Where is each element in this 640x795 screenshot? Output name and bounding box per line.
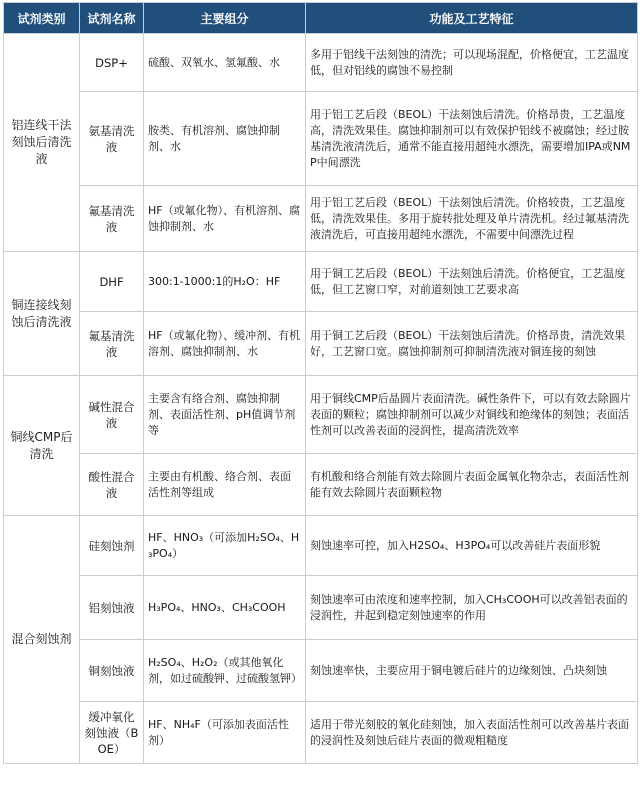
table-row	[4, 702, 638, 764]
category-cell: 铜线CMP后清洗	[4, 376, 80, 516]
reagent-components: 主要由有机酸、络合剂、表面活性剂等组成	[144, 454, 306, 516]
reagent-function: 用于铝工艺后段（BEOL）干法刻蚀后清洗。价格较贵，工艺温度低，清洗效果佳。多用于旋转批处理及单片清洗机。经过氟基清洗液清洗后，可直接用超纯水漂洗，不需要中间漂洗过程	[306, 186, 638, 252]
reagent-components: H₃PO₄、HNO₃、CH₃COOH	[144, 576, 306, 640]
table-header-row	[4, 3, 638, 34]
header-name: 试剂名称	[80, 3, 144, 34]
reagent-table	[3, 2, 638, 764]
table-row	[4, 34, 638, 92]
header-category: 试剂类别	[4, 3, 80, 34]
table-row	[4, 576, 638, 640]
reagent-name: 氟基清洗液	[80, 312, 144, 376]
reagent-function: 适用于带光刻胶的氧化硅刻蚀，加入表面活性剂可以改善基片表面的浸润性及刻蚀后硅片表面的微观粗糙度	[306, 702, 638, 764]
table-row	[4, 252, 638, 312]
reagent-name: 铝刻蚀液	[80, 576, 144, 640]
reagent-function: 有机酸和络合剂能有效去除圆片表面金属氧化物杂志，表面活性剂能有效去除圆片表面颗粒物	[306, 454, 638, 516]
table-row	[4, 92, 638, 186]
reagent-function: 用于铜工艺后段（BEOL）干法刻蚀后清洗。价格昂贵，清洗效果好，工艺窗口宽。腐蚀抑制剂可抑制清洗液对铜连接的刻蚀	[306, 312, 638, 376]
reagent-function: 刻蚀速率快，主要应用于铜电镀后硅片的边缘刻蚀、凸块刻蚀	[306, 640, 638, 702]
reagent-function: 用于铝工艺后段（BEOL）干法刻蚀后清洗。价格昂贵，工艺温度高，清洗效果佳。腐蚀抑制剂可以有效保护铝线不被腐蚀；经过胺基清洗液清洗后，通常不能直接用超纯水漂洗，需要增加IPA或NMP中间漂洗	[306, 92, 638, 186]
reagent-components: HF、NH₄F（可添加表面活性剂）	[144, 702, 306, 764]
reagent-name: 铜刻蚀液	[80, 640, 144, 702]
reagent-function: 刻蚀速率可由浓度和速率控制，加入CH₃COOH可以改善铝表面的浸润性，并起到稳定刻蚀速率的作用	[306, 576, 638, 640]
category-cell: 铝连线干法刻蚀后清洗液	[4, 34, 80, 252]
reagent-components: 胺类、有机溶剂、腐蚀抑制剂、水	[144, 92, 306, 186]
reagent-components: 主要含有络合剂、腐蚀抑制剂、表面活性剂、pH值调节剂等	[144, 376, 306, 454]
category-cell: 铜连接线刻蚀后清洗液	[4, 252, 80, 376]
reagent-name: DHF	[80, 252, 144, 312]
reagent-name: 氨基清洗液	[80, 92, 144, 186]
category-cell: 混合刻蚀剂	[4, 516, 80, 764]
reagent-name: DSP+	[80, 34, 144, 92]
reagent-name: 缓冲氧化刻蚀液（BOE）	[80, 702, 144, 764]
table-row	[4, 640, 638, 702]
reagent-components: HF（或氟化物）、缓冲剂、有机溶剂、腐蚀抑制剂、水	[144, 312, 306, 376]
reagent-name: 硅刻蚀剂	[80, 516, 144, 576]
reagent-components: H₂SO₄、H₂O₂（或其他氧化剂，如过硫酸钾、过硫酸氢钾）	[144, 640, 306, 702]
table-row	[4, 312, 638, 376]
reagent-function: 用于铜工艺后段（BEOL）干法刻蚀后清洗。价格便宜，工艺温度低，但工艺窗口窄，对前道刻蚀工艺要求高	[306, 252, 638, 312]
reagent-components: 300:1-1000:1的H₂O：HF	[144, 252, 306, 312]
reagent-name: 酸性混合液	[80, 454, 144, 516]
header-function: 功能及工艺特征	[306, 3, 638, 34]
table-row	[4, 186, 638, 252]
table-row	[4, 376, 638, 454]
reagent-function: 刻蚀速率可控，加入H2SO₄、H3PO₄可以改善硅片表面形貌	[306, 516, 638, 576]
reagent-table-container	[3, 2, 637, 764]
reagent-components: HF、HNO₃（可添加H₂SO₄、H₃PO₄）	[144, 516, 306, 576]
reagent-components: 硫酸、双氧水、氢氟酸、水	[144, 34, 306, 92]
reagent-function: 多用于铝线干法刻蚀的清洗；可以现场混配，价格便宜，工艺温度低，但对铝线的腐蚀不易控制	[306, 34, 638, 92]
reagent-name: 碱性混合液	[80, 376, 144, 454]
table-row	[4, 454, 638, 516]
table-row	[4, 516, 638, 576]
reagent-components: HF（或氟化物）、有机溶剂、腐蚀抑制剂、水	[144, 186, 306, 252]
reagent-function: 用于铜线CMP后晶圆片表面清洗。碱性条件下，可以有效去除圆片表面的颗粒；腐蚀抑制剂可以减少对铜线和绝缘体的刻蚀；表面活性剂可以改善表面的浸润性，提高清洗效率	[306, 376, 638, 454]
reagent-name: 氟基清洗液	[80, 186, 144, 252]
header-components: 主要组分	[144, 3, 306, 34]
